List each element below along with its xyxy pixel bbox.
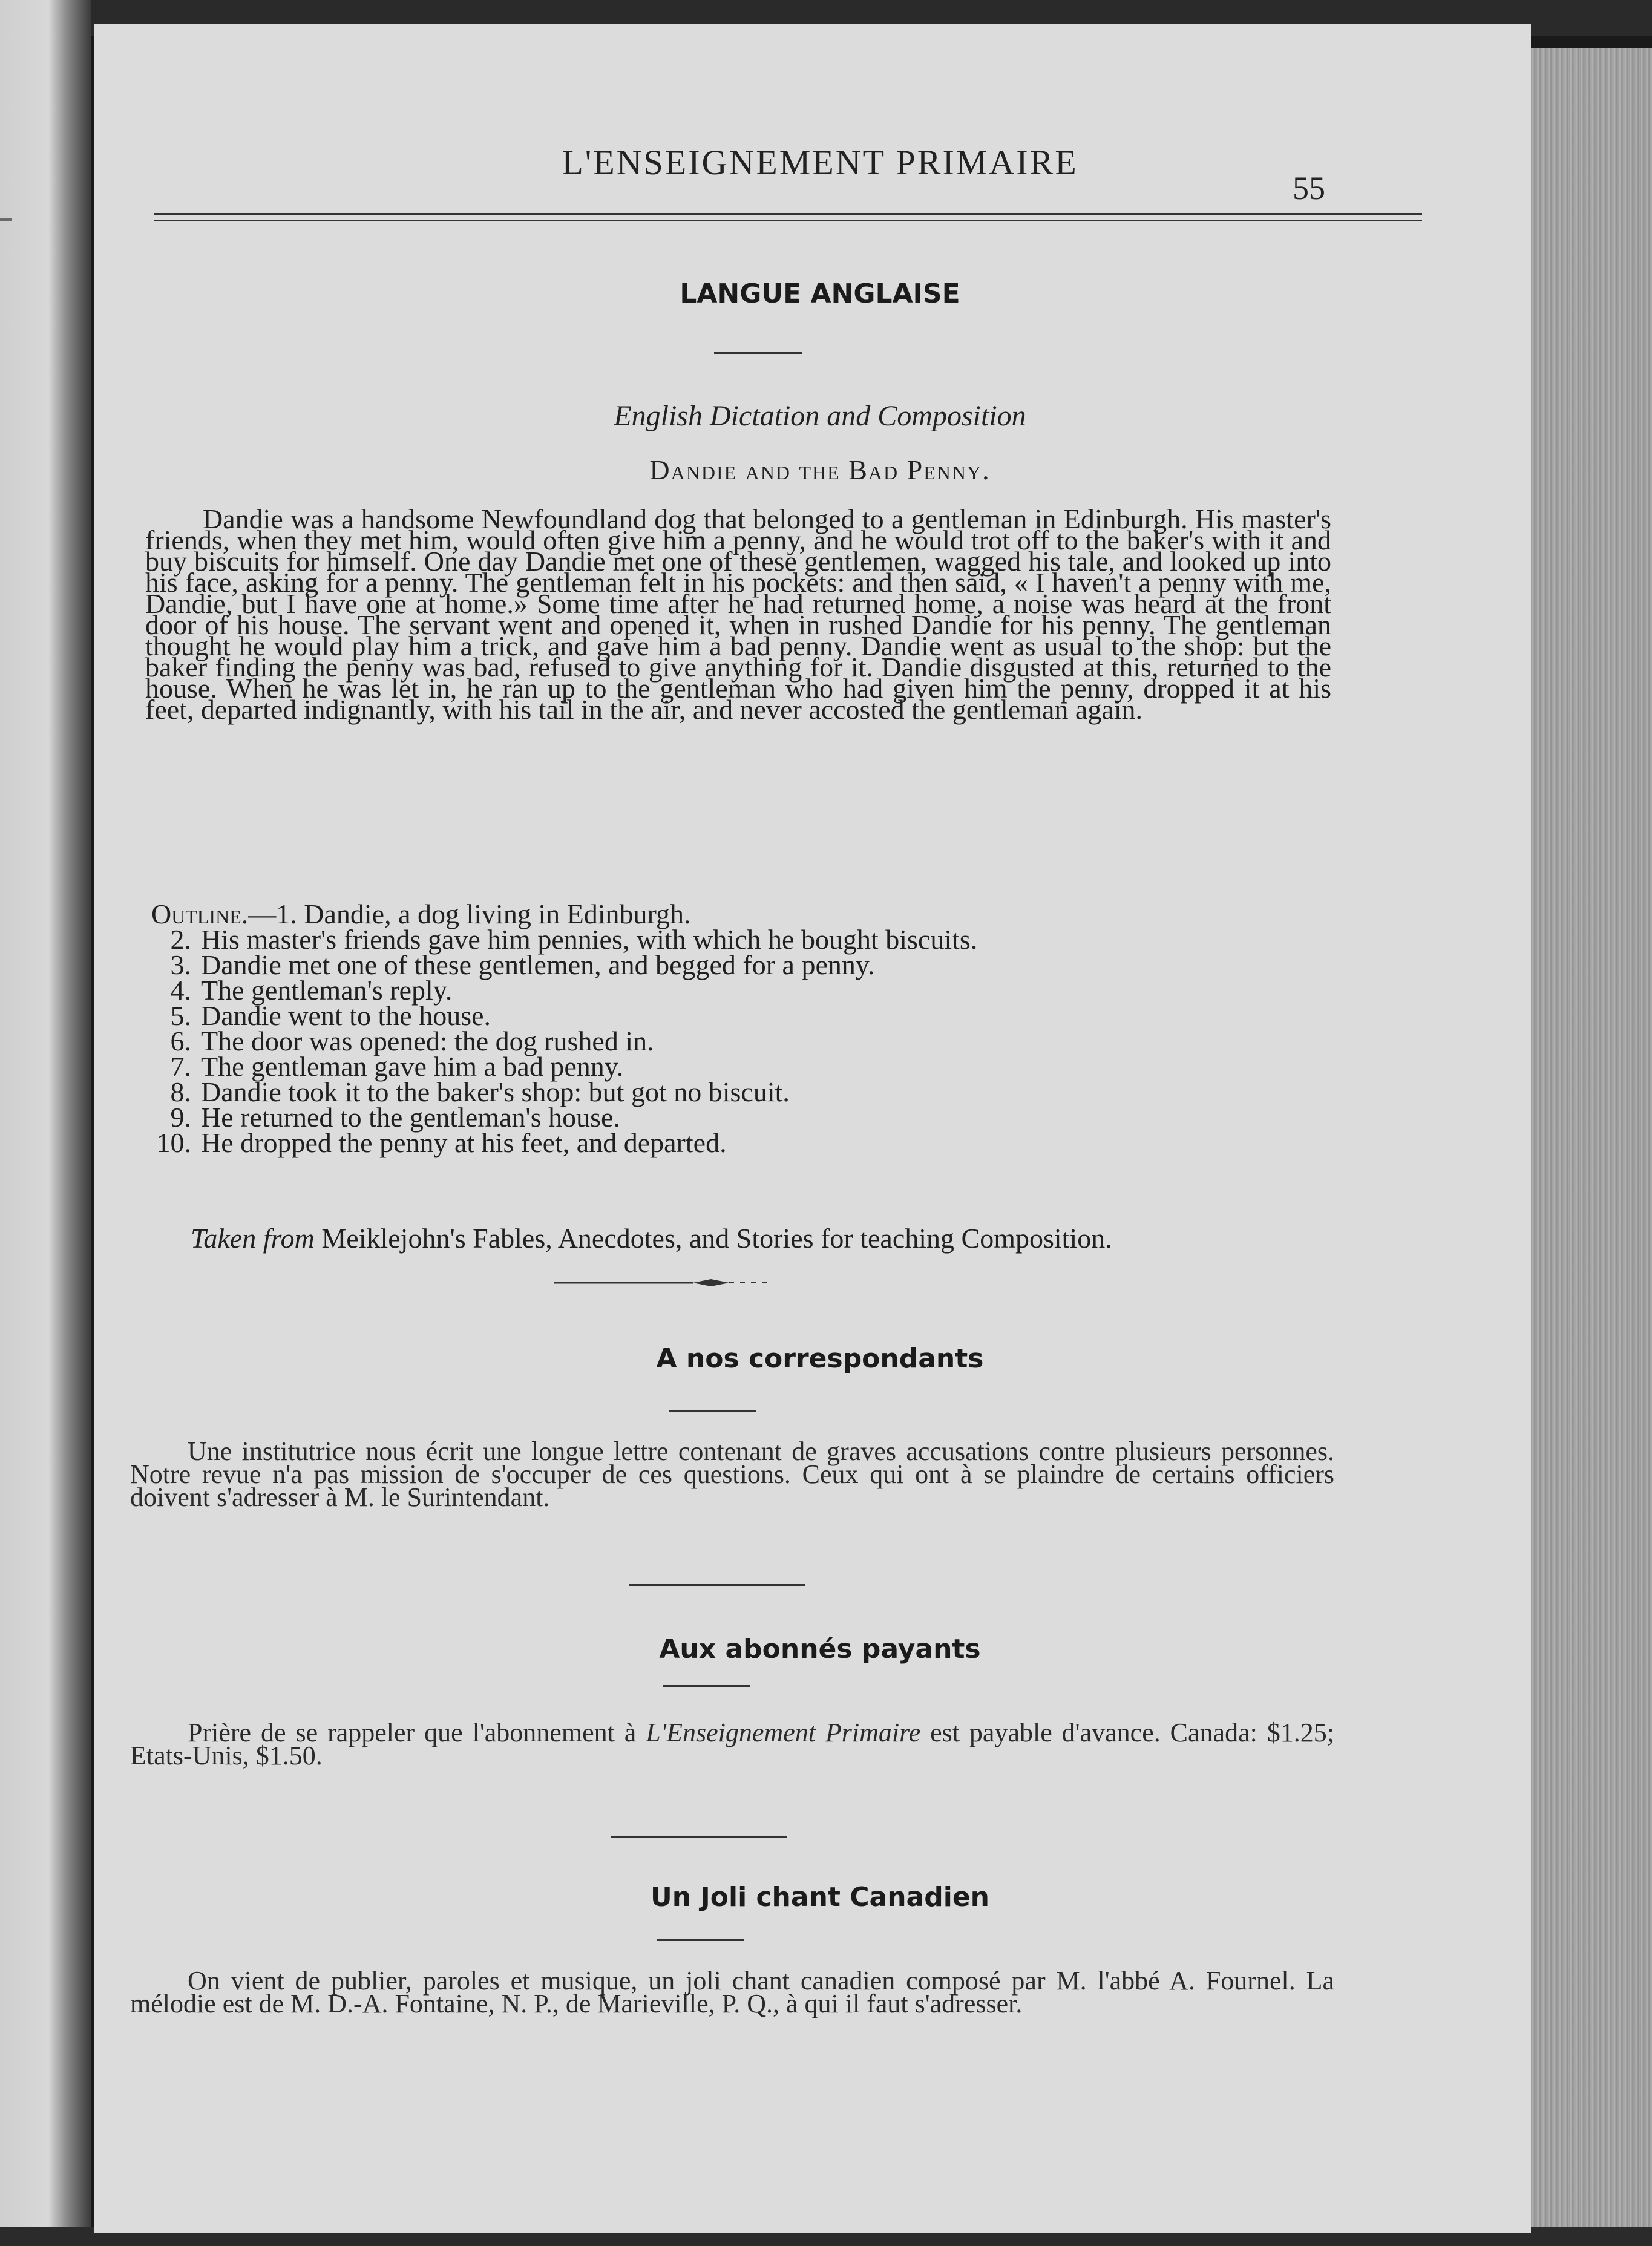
outline-number: 5.	[170, 1000, 191, 1031]
outline-number: 9.	[170, 1102, 191, 1133]
abonnes-text-before: Prière de se rappeler que l'abonnement à	[188, 1718, 637, 1747]
section-subtitle: English Dictation and Composition	[614, 400, 1026, 432]
book-page-stack	[1531, 48, 1652, 2246]
outline-text: Dandie took it to the baker's shop: but got no biscuit.	[201, 1076, 790, 1107]
book-page	[94, 24, 1531, 2233]
outline-text: His master's friends gave him pennies, with which he bought biscuits.	[201, 924, 978, 955]
previous-page-edge	[0, 0, 91, 2246]
story-body	[145, 503, 1331, 725]
chant-text: On vient de publier, paroles et musique, un joli chant canadien composé par M. l'abbé A. Fournel. La mélodie est de M. D.-A. Fontaine, N. P., de Marieville, P. Q., à qui il faut s'adresser.	[130, 1966, 1334, 2018]
outline-number: 10.	[156, 1127, 191, 1158]
source-prefix: Taken from	[191, 1223, 315, 1254]
page-number: 55	[1293, 170, 1325, 206]
outline-item	[151, 975, 1337, 1006]
previous-page-mark	[0, 218, 12, 221]
section-divider	[629, 1584, 805, 1586]
outline-text: The gentleman's reply.	[201, 975, 453, 1006]
section-divider	[611, 1836, 787, 1838]
outline-item	[151, 1127, 1337, 1158]
header-rule-top	[154, 213, 1422, 215]
section-heading-correspondants: A nos correspondants	[656, 1343, 984, 1374]
outline-text: Dandie met one of these gentlemen, and begged for a penny.	[201, 949, 875, 980]
outline-text: The gentleman gave him a bad penny.	[201, 1051, 624, 1082]
outline-text: Dandie, a dog living in Edinburgh.	[304, 899, 691, 929]
abonnes-journal-name: L'Enseignement Primaire	[646, 1718, 921, 1747]
heading-divider	[714, 352, 802, 354]
outline-item	[151, 1051, 1337, 1082]
outline-item	[151, 899, 1337, 929]
ornament-divider	[554, 1277, 905, 1289]
abonnes-text-after: est payable d'avance. Canada: $1.25; Etats-Unis, $1.50.	[130, 1718, 1335, 1770]
outline-text: He returned to the gentleman's house.	[201, 1102, 620, 1133]
outline-item	[151, 1076, 1337, 1107]
chant-body	[130, 1966, 1334, 2018]
outline-item	[151, 1026, 1337, 1056]
abonnes-body	[130, 1718, 1335, 1770]
heading-divider	[669, 1410, 756, 1412]
outline-item	[151, 1000, 1337, 1031]
running-title: L'ENSEIGNEMENT PRIMAIRE	[562, 143, 1078, 182]
outline-number: 3.	[170, 949, 191, 980]
correspondants-body	[130, 1436, 1334, 1512]
section-heading-langue-anglaise: LANGUE ANGLAISE	[680, 278, 960, 309]
outline-number: 7.	[170, 1051, 191, 1082]
outline-number: —1.	[248, 899, 297, 929]
outline-text: The door was opened: the dog rushed in.	[201, 1026, 654, 1056]
outline-item	[151, 924, 1337, 955]
outline-number: 6.	[170, 1026, 191, 1056]
outline-text: Dandie went to the house.	[201, 1000, 491, 1031]
outline-item	[151, 949, 1337, 980]
story-outline	[151, 899, 1337, 1158]
outline-item	[151, 1102, 1337, 1133]
correspondants-text: Une institutrice nous écrit une longue lettre contenant de graves accusations contre plusieurs personnes. Notre revue n'a pas mission de s'occuper de ces questions. Ceux qui ont à se plaindre de certains officiers doivent s'adresser à M. le Surintendant.	[130, 1436, 1334, 1512]
section-heading-abonnes: Aux abonnés payants	[659, 1634, 981, 1665]
story-title: Dandie and the Bad Penny.	[649, 454, 991, 485]
source-text: Meiklejohn's Fables, Anecdotes, and Stories for teaching Composition.	[321, 1223, 1112, 1254]
heading-divider	[657, 1939, 744, 1941]
section-heading-chant: Un Joli chant Canadien	[651, 1882, 989, 1913]
outline-number: 8.	[170, 1076, 191, 1107]
header-rule-bottom	[154, 220, 1422, 221]
outline-number: 4.	[170, 975, 191, 1006]
outline-label: Outline.	[151, 899, 249, 929]
heading-divider	[663, 1685, 750, 1687]
outline-text: He dropped the penny at his feet, and departed.	[201, 1127, 727, 1158]
outline-number: 2.	[170, 924, 191, 955]
story-body-text: Dandie was a handsome Newfoundland dog that belonged to a gentleman in Edinburgh. His master's friends, when they met him, would often give him a penny, and he would trot off to the baker's with it and buy biscuits for himself. One day Dandie met one of these gentlemen, wagged his tale, and looked up into his face, asking for a penny. The gentleman felt in his pockets: and then said, « I haven't a penny with me, Dandie, but I have one at home.» Some time after he had returned home, a noise was heard at the front door of his house. The servant went and opened it, when in rushed Dandie for his penny. The gentleman thought he would play him a trick, and gave him a bad penny. Dandie went as usual to the shop: but the baker finding the penny was bad, refused to give anything for it. Dandie disgusted at this, returned to the house. When he was let in, he ran up to the gentleman who had given him the penny, dropped it at his feet, departed indignantly, with his tail in the air, and never accosted the gentleman again.	[145, 503, 1331, 725]
story-source	[191, 1222, 1340, 1254]
